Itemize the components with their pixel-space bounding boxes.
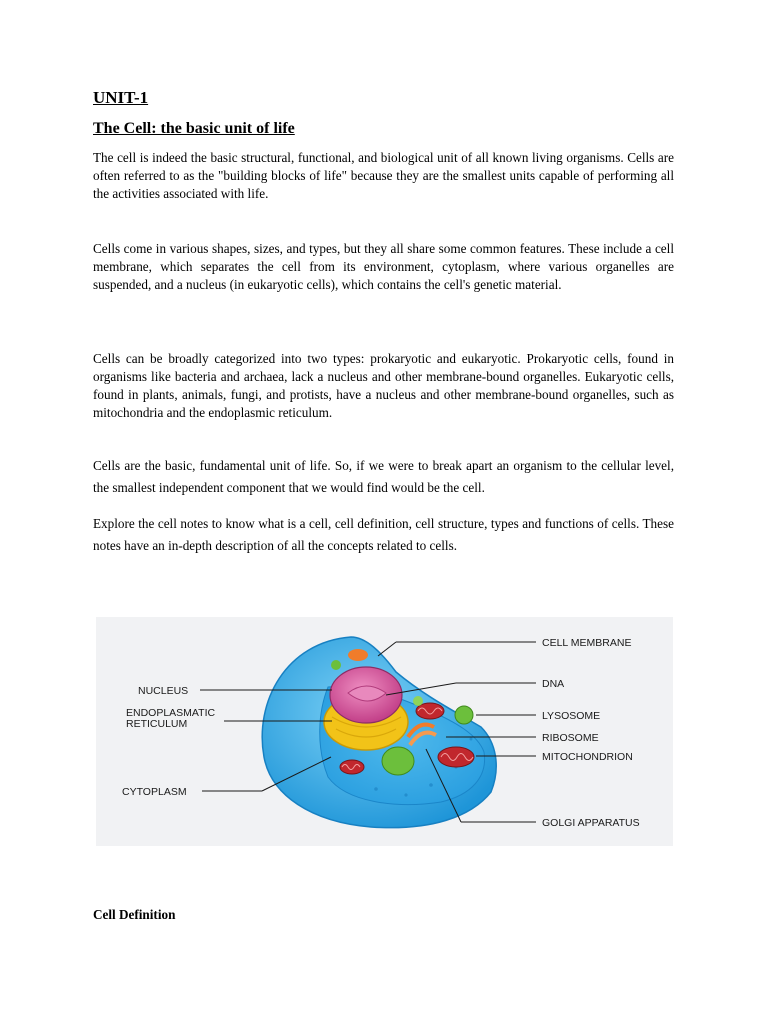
cell-diagram-drawing <box>96 617 673 846</box>
paragraph-explore-notes: Explore the cell notes to know what is a cell, cell definition, cell structure, types and functions of cells. These notes have an in-depth description of all the concepts related to cells. <box>93 516 674 553</box>
label-cytoplasm: CYTOPLASM <box>122 786 187 798</box>
paragraph-common-features: Cells come in various shapes, sizes, and types, but they all share some common features. These include a cell membrane, which separates the cell from its environment, cytoplasm, where various organelles are suspended, and a nucleus (in eukaryotic cells), which contains the cell's genetic material. <box>93 241 674 292</box>
label-ribosome: RIBOSOME <box>542 732 599 744</box>
paragraph-fundamental-unit: Cells are the basic, fundamental unit of life. So, if we were to break apart an organism to the cellular level, the smallest independent component that we would find would be the cell. <box>93 458 674 495</box>
lysosome-shape <box>455 706 473 724</box>
section-heading-cell-definition: Cell Definition <box>93 907 176 922</box>
label-golgi-apparatus: GOLGI APPARATUS <box>542 817 640 829</box>
cell-diagram <box>96 617 673 846</box>
label-reticulum: RETICULUM <box>126 718 188 730</box>
paragraph-cell-types: Cells can be broadly categorized into two types: prokaryotic and eukaryotic. Prokaryotic cells, found in organisms like bacteria and archaea, lack a nucleus and other membrane-bound organelles. Eukaryotic cells, found in plants, animals, fungi, and protists, have a nucleus and other membrane-bound organelles, such as mitochondria and the endoplasmic reticulum. <box>93 351 674 420</box>
paragraph-intro: The cell is indeed the basic structural, functional, and biological unit of all known living organisms. Cells are often referred to as the "building blocks of life" because they are the smallest units capable of performing all the activities associated with life. <box>93 150 674 201</box>
label-cell-membrane: CELL MEMBRANE <box>542 637 632 649</box>
page-title: The Cell: the basic unit of life <box>93 120 295 137</box>
unit-heading: UNIT-1 <box>93 88 149 107</box>
label-lysosome: LYSOSOME <box>542 710 601 722</box>
label-mitochondrion: MITOCHONDRION <box>542 751 633 763</box>
label-endoplasmatic: ENDOPLASMATIC <box>126 707 216 719</box>
label-nucleus: NUCLEUS <box>138 685 189 697</box>
label-dna: DNA <box>542 678 565 690</box>
